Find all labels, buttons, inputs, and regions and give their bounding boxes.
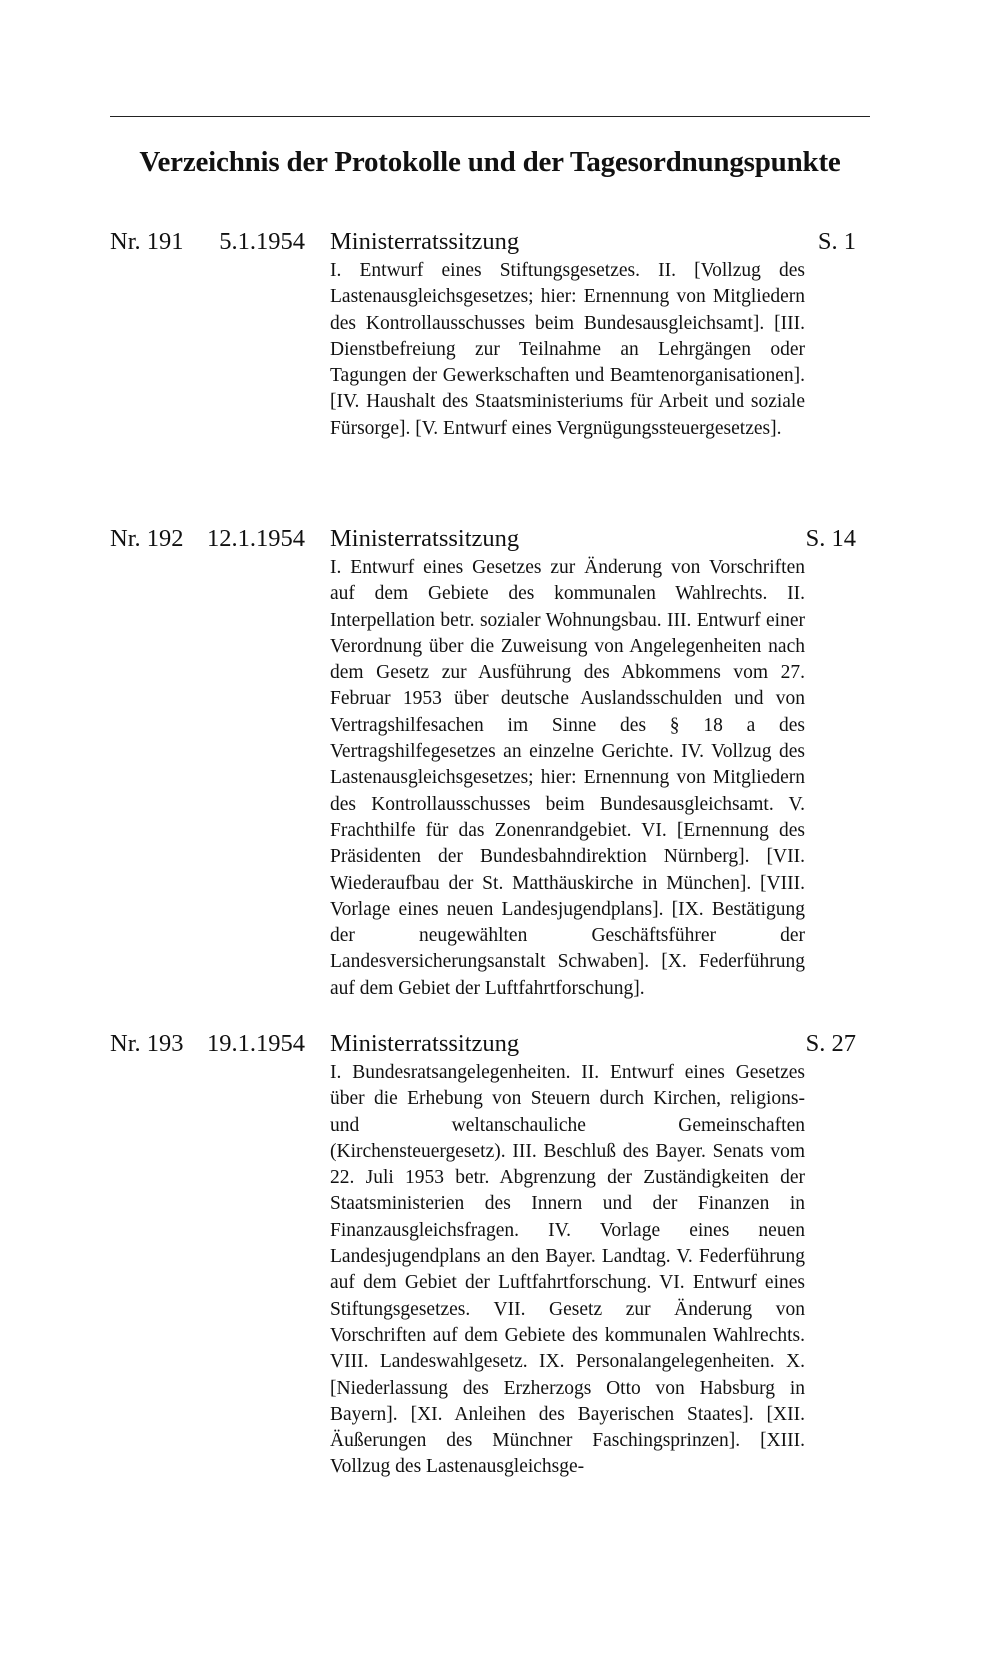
protocol-entry-193 xyxy=(0,1030,1000,1481)
protocol-entry-192 xyxy=(0,525,1000,1002)
entry-label: Ministerratssitzung xyxy=(330,525,520,552)
entry-number: Nr. 192 xyxy=(110,525,184,552)
entry-date: 19.1.1954 xyxy=(207,1030,305,1057)
agenda-items: I. Entwurf eines Stiftungsgesetzes. II. [Vollzug des Lastenausgleichsgesetzes; hier: Ernennung von Mitgliedern des Kontrollausschusses beim Bundesausgleichsamt]. [III. Dienstbefreiung zur Teilnahme an Lehrgängen oder Tagungen der Gewerkschaften und Beamtenorganisationen]. [IV. Haushalt des Staatsministeriums für Arbeit und soziale Fürsorge]. [V. Entwurf eines Vergnügungssteuergesetzes]. xyxy=(330,260,805,439)
entry-label: Ministerratssitzung xyxy=(330,228,520,255)
entry-page-ref: S. 1 xyxy=(817,228,856,255)
entry-label: Ministerratssitzung xyxy=(330,1030,520,1057)
entry-header xyxy=(0,525,1000,555)
agenda-items: I. Entwurf eines Gesetzes zur Änderung von Vorschriften auf dem Gebiete des kommunalen Wahlrechts. II. Interpellation betr. sozialer Wohnungsbau. III. Entwurf einer Verordnung über die Zuweisung von Angelegenheiten nach dem Gesetz zur Ausführung des Abkommens vom 27. Februar 1953 über deutsche Auslandsschulden und von Vertragshilfesachen im Sinne des § 18 a des Vertragshilfegesetzes an einzelne Gerichte. IV. Vollzug des Lastenausgleichsgesetzes; hier: Ernennung von Mitgliedern des Kontrollausschusses beim Bundesausgleichsamt. V. Frachthilfe für das Zonenrandgebiet. VI. [Ernennung des Präsidenten der Bundesbahndirektion Nürnberg]. [VII. Wiederaufbau der St. Matthäuskirche in München]. [VIII. Vorlage eines neuen Landesjugendplans]. [IX. Bestätigung der neugewählten Geschäftsführer der Landesversicherungsanstalt Schwaben]. [X. Federführung auf dem Gebiet der Luftfahrtforschung]. xyxy=(330,557,805,999)
entry-number: Nr. 193 xyxy=(110,1030,184,1057)
protocol-entry-191 xyxy=(0,228,1000,442)
entry-header xyxy=(0,1030,1000,1060)
entry-page-ref: S. 14 xyxy=(805,525,856,552)
top-rule xyxy=(110,116,870,117)
page-title: Verzeichnis der Protokolle und der Tagesordnungspunkte xyxy=(139,146,841,178)
entry-date: 5.1.1954 xyxy=(219,228,305,255)
entry-date: 12.1.1954 xyxy=(207,525,305,552)
agenda-items: I. Bundesratsangelegenheiten. II. Entwurf eines Gesetzes über die Erhebung von Steuern durch Kirchen, religions- und weltanschauliche Gemeinschaften (Kirchensteuergesetz). III. Beschluß des Bayer. Senats vom 22. Juli 1953 betr. Abgrenzung der Zuständigkeiten der Staatsministerien des Innern und der Finanzen in Finanzausgleichsfragen. IV. Vorlage eines neuen Landesjugendplans an den Bayer. Landtag. V. Federführung auf dem Gebiet der Luftfahrtforschung. VI. Entwurf eines Stiftungsgesetzes. VII. Gesetz zur Änderung von Vorschriften auf dem Gebiete des kommunalen Wahlrechts. VIII. Landeswahlgesetz. IX. Personalangelegenheiten. X. [Niederlassung des Erzherzogs Otto von Habsburg in Bayern]. [XI. Anleihen des Bayerischen Staates]. [XII. Äußerungen des Münchner Faschingsprinzen]. [XIII. Vollzug des Lastenausgleichsge- xyxy=(330,1062,805,1478)
entry-page-ref: S. 27 xyxy=(805,1030,856,1057)
entry-number: Nr. 191 xyxy=(110,228,184,255)
entry-header xyxy=(0,228,1000,258)
